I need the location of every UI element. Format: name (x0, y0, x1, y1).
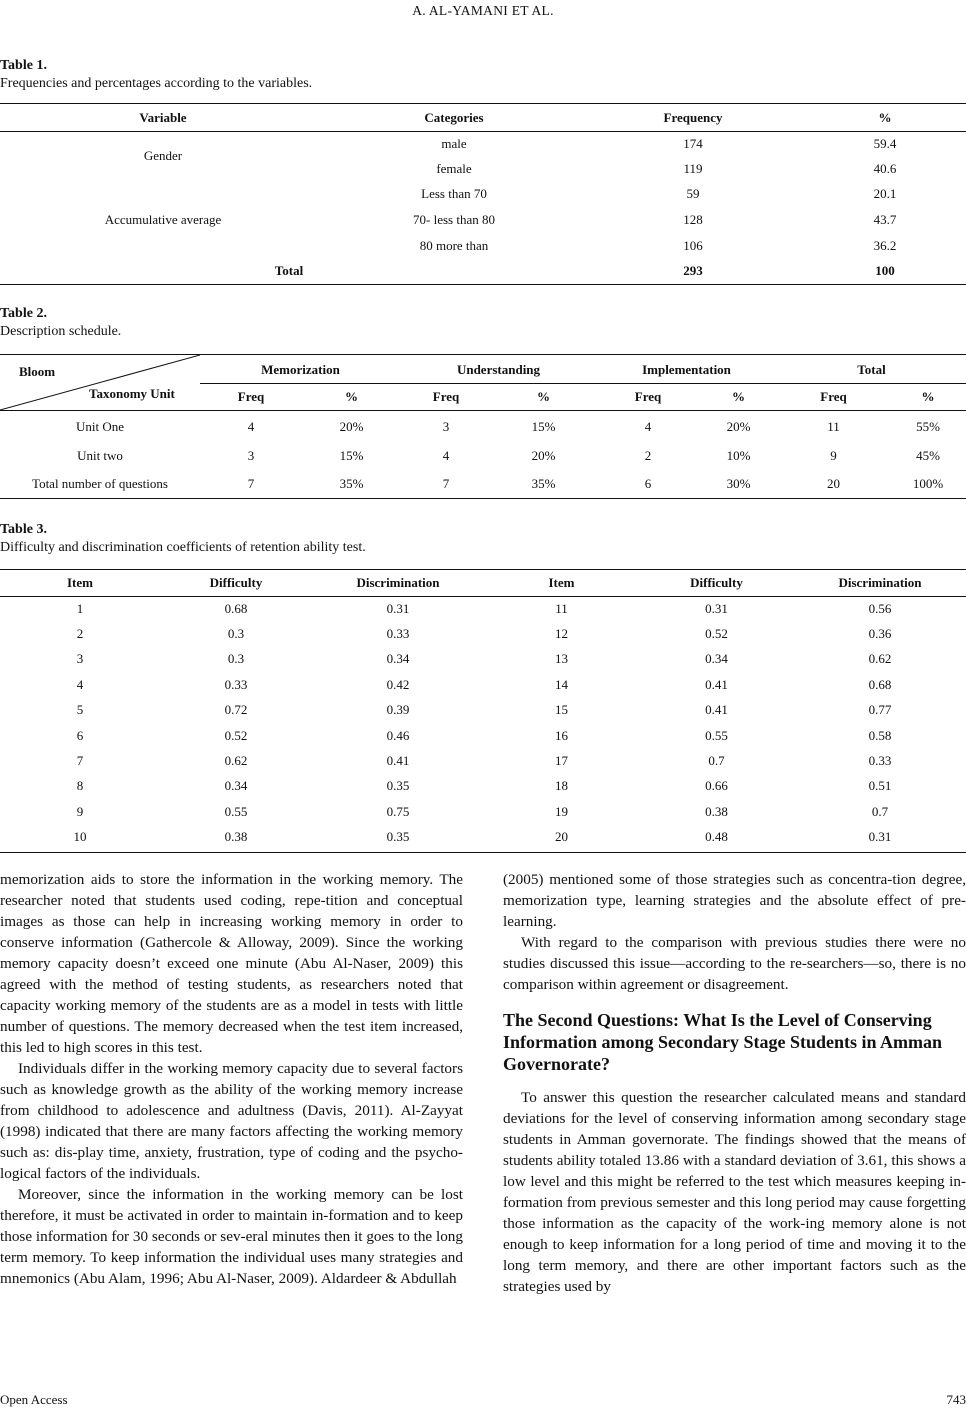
table2-caption-block (0, 305, 121, 341)
table-cell: 0.38 (705, 803, 728, 819)
table-row (0, 825, 966, 850)
table-cell: 7 (76, 753, 84, 769)
table-cell: 14 (555, 676, 568, 692)
table-cell: 0.36 (868, 626, 892, 642)
table-cell: 16 (555, 727, 568, 743)
table2-corner-top: Bloom (19, 364, 56, 379)
table2-subheader: Freq (820, 389, 847, 404)
table1-header-cell: % (878, 109, 892, 125)
table1-label: Table 1. (0, 58, 47, 73)
table2-subheader: Freq (237, 389, 265, 404)
table2-subheader: % (921, 389, 935, 404)
table2-subheader: Freq (634, 389, 662, 404)
table-cell: 4 (76, 676, 84, 692)
table3-bottom-rule (0, 852, 966, 853)
table1-variable-cell: Accumulative average (104, 211, 222, 227)
table-cell: 0.55 (224, 803, 248, 819)
table-cell: 4 (644, 418, 652, 434)
table-cell: 36.2 (873, 237, 897, 253)
table2-corner-bottom: Taxonomy Unit (89, 386, 175, 401)
table-cell: 0.31 (868, 829, 892, 845)
table-cell: 11 (555, 600, 568, 616)
table2-subheader: % (537, 389, 550, 404)
table2-subheader: % (345, 389, 358, 404)
table2-caption: Description schedule. (0, 324, 122, 339)
table-cell: 0.48 (705, 829, 728, 845)
table-cell: 6 (76, 727, 84, 743)
table-cell: male (441, 135, 467, 151)
body-paragraph: (2005) mentioned some of those strategies such as concentra-tion degree, memorization type, learning strategies and the absolute effect of pre-learning. (503, 871, 966, 930)
table-cell: 30% (726, 476, 751, 491)
table-cell: 35% (531, 476, 556, 491)
table-cell: 15% (339, 447, 364, 463)
table-cell: 0.41 (705, 676, 728, 692)
table2-group-row (200, 356, 966, 383)
table-row (0, 412, 966, 441)
body-paragraph: Moreover, since the information in the working memory can be lost therefore, it must be activated in order to maintain in-formation and to keep those information for 30 seconds or sev-eral minutes then it goes to the long term memory. To keep information the individual uses many strategies and mnemonics (Abu Alam, 1996; Abu Al-Naser, 2009). Aldardeer & Abdullah (0, 1186, 463, 1287)
table-row (0, 470, 966, 498)
table-cell: 0.68 (868, 676, 892, 692)
table2-body (0, 412, 966, 498)
table-cell: 0.62 (868, 651, 892, 667)
table-cell: Total number of questions (32, 476, 168, 491)
table2-label: Table 2. (0, 306, 47, 321)
table-cell: 0.41 (386, 753, 410, 769)
table-row (0, 774, 966, 799)
table-cell: 0.72 (224, 702, 248, 718)
table-row (0, 621, 966, 646)
table-cell: 0.3 (227, 626, 245, 642)
table-cell: Less than 70 (421, 186, 487, 201)
table-cell: 59 (686, 186, 700, 201)
table1-header-cell: Variable (139, 109, 187, 125)
table-cell: 106 (683, 237, 703, 253)
table-cell: 43.7 (873, 212, 897, 227)
table-cell: 0.58 (868, 727, 892, 743)
left-text-column (0, 869, 463, 1289)
table-cell: 0.68 (224, 600, 248, 616)
table-cell: 100% (912, 476, 944, 491)
table2-subheader: % (732, 389, 745, 404)
table-cell: 128 (683, 212, 703, 227)
table-cell: 0.77 (868, 702, 892, 718)
table-cell: 0.46 (386, 727, 410, 743)
table-cell: 10% (726, 447, 751, 463)
table-cell: 7 (442, 476, 450, 491)
table-cell: 293 (683, 263, 703, 278)
table-cell: 80 more than (419, 237, 489, 253)
table-cell: 59.4 (873, 135, 897, 151)
table-cell: 0.34 (224, 778, 248, 794)
table-cell: 40.6 (873, 160, 897, 176)
table-cell: 0.38 (224, 829, 248, 845)
table1-caption-block (0, 57, 312, 93)
table-row (0, 596, 966, 621)
table2-bottom-rule (0, 498, 966, 499)
table-cell: 4 (247, 418, 255, 434)
table-cell: Unit One (75, 418, 125, 434)
table-cell: 15% (531, 418, 556, 434)
table-cell: 0.3 (227, 651, 245, 667)
table-cell: 0.62 (224, 753, 248, 769)
table-cell: 3 (76, 651, 84, 667)
table-cell: 0.51 (868, 778, 892, 794)
table-cell: 0.31 (705, 600, 728, 616)
table-row (0, 672, 966, 697)
table3-header-row (0, 570, 966, 596)
table-cell: 0.75 (386, 803, 410, 819)
table-cell: 20% (726, 418, 751, 434)
table2-group-header: Total (857, 361, 886, 377)
table-cell: 100 (875, 263, 895, 278)
table-cell: 0.31 (386, 600, 410, 616)
table-cell: 174 (683, 135, 703, 151)
table-cell: 119 (683, 160, 703, 176)
table-cell: 0.42 (386, 676, 410, 692)
section-heading: The Second Questions: What Is the Level of Conserving Information among Secondary Stage Students in Amman Governorate? (503, 1010, 943, 1074)
body-paragraph: To answer this question the researcher calculated means and standard deviations for the level of conserving information among secondary stage students in Amman governorate. The findings showed that the means of students ability totaled 13.86 with a standard deviation of 3.61, this shows a low level and this might be referred to the test which measures keeping in-formation from previous semester and this long period may cause forgetting those information as the capacity of the work-ing memory alone is not enough to keep information for a long period of time and moving it to the long term memory, and there are other important factors such as the strategies used by (503, 1089, 966, 1295)
footer-page-number: 743 (946, 1392, 966, 1407)
table-cell: 0.52 (224, 727, 248, 743)
table3-header-cell: Difficulty (209, 575, 263, 590)
table-cell: 12 (555, 626, 568, 642)
table-cell: 8 (76, 778, 84, 794)
table-cell: 0.35 (386, 778, 410, 794)
table1-caption: Frequencies and percentages according to the variables. (0, 76, 313, 91)
table-cell: 3 (247, 447, 255, 463)
table-cell: 0.41 (705, 702, 728, 718)
table-cell: 45% (916, 447, 940, 463)
table-cell: 0.33 (868, 753, 892, 769)
table3-header-cell: Discrimination (838, 575, 922, 590)
table-cell: 0.33 (386, 626, 410, 642)
table3-header-cell: Item (67, 575, 93, 590)
table-cell: 20.1 (873, 186, 897, 201)
table-cell: 18 (555, 778, 568, 794)
table-cell: 6 (644, 476, 652, 491)
table-cell: 19 (555, 803, 568, 819)
table-cell: 13 (555, 651, 568, 667)
table-row (0, 441, 966, 470)
table-cell: 0.55 (705, 727, 728, 743)
table-cell: 0.33 (224, 676, 248, 692)
table-cell: 3 (442, 418, 450, 434)
body-paragraph: With regard to the comparison with previous studies there were no studies discussed this issue—according to the re-searchers—so, there is no comparison within agreement or disagreement. (503, 934, 966, 993)
table-cell: 0.34 (386, 651, 410, 667)
table2-header (200, 356, 966, 411)
running-header: A. AL-YAMANI ET AL. (412, 3, 554, 18)
table-cell: 0.66 (705, 778, 728, 794)
table-cell: female (436, 160, 472, 176)
table2-group-header: Memorization (261, 361, 340, 377)
table-cell: 2 (76, 626, 84, 642)
table-cell: 10 (73, 829, 87, 845)
footer-open-access: Open Access (0, 1392, 68, 1407)
table-cell: 9 (76, 803, 84, 819)
table-cell: 5 (76, 702, 84, 718)
table2-subheader-row (200, 383, 966, 411)
table-cell: 0.7 (871, 803, 889, 819)
table-cell: 7 (247, 476, 255, 491)
table1-variable-cell: Gender (143, 148, 183, 163)
body-paragraph: memorization aids to store the information in the working memory. The researcher noted that students used coding, repe-tition and conceptual images as those can help in increasing working memory in order to conserve information (Gathercole & Alloway, 2009). Since the working memory capacity doesn’t exceed one minute (Abu Al-Naser, 2009) this agreed with the method of testing students, as researchers noted that capacity working memory of the students are as a model in tests with little number of questions. The memory decreased when the test item increased, this led to high scores in this test. (0, 871, 463, 1056)
table-cell: 11 (827, 418, 840, 434)
table-row (0, 698, 966, 723)
table-row (0, 723, 966, 748)
table3-header-cell: Difficulty (690, 575, 743, 590)
table-cell: 0.35 (386, 829, 410, 845)
table-cell: 1 (76, 600, 84, 616)
table1-total-label (0, 258, 582, 284)
table1-header-row (0, 104, 966, 131)
table-cell: 9 (830, 447, 837, 463)
table-cell: Unit two (77, 447, 123, 463)
table1-header-cell: Frequency (663, 109, 723, 125)
table3-header-cell: Discrimination (356, 575, 440, 590)
table-cell: 20% (339, 418, 364, 434)
table3 (0, 570, 966, 850)
table-row (0, 181, 966, 207)
table3-caption-block (0, 521, 366, 557)
table-cell: 15 (555, 702, 568, 718)
table-cell: 0.39 (386, 702, 410, 718)
table2-group-header: Implementation (642, 361, 731, 377)
table-cell: 17 (555, 753, 568, 769)
table2-subheader: Freq (432, 389, 460, 404)
table-cell: 0.34 (705, 651, 728, 667)
table1-total-text: Total (274, 263, 304, 278)
table-cell: 20 (827, 476, 840, 491)
table3-caption: Difficulty and discrimination coefficients of retention ability test. (0, 540, 366, 555)
table-cell: 70- less than 80 (413, 212, 495, 227)
right-text-column (503, 869, 966, 1297)
table-cell: 20% (531, 447, 556, 463)
table-cell: 55% (916, 418, 940, 434)
table3-header-cell: Item (548, 575, 575, 590)
table-row (0, 799, 966, 824)
table-cell: 35% (339, 476, 364, 491)
table1-total-row (0, 258, 966, 284)
table3-label: Table 3. (0, 522, 47, 537)
table1-bottom-rule (0, 284, 966, 285)
table-row (0, 748, 966, 773)
table-cell: 0.52 (705, 626, 728, 642)
table-row (0, 131, 966, 156)
table-cell: 0.7 (708, 753, 725, 769)
table1-header-cell: Categories (424, 109, 484, 125)
table2-group-header: Understanding (456, 361, 541, 377)
table-cell: 20 (555, 829, 568, 845)
table1 (0, 104, 966, 284)
table-cell: 0.56 (868, 600, 892, 616)
body-paragraph: Individuals differ in the working memory capacity due to several factors such as knowledge growth as the ability of the working memory increase from childhood to adolescence and adultness (Davis, 2011). Al-Zayyat (1998) indicated that there are many factors affecting the working memory such as: dis-play time, anxiety, frustration, type of coding and the psycho-logical factors of the individuals. (0, 1060, 463, 1182)
table-row (0, 647, 966, 672)
table-cell: 4 (442, 447, 450, 463)
table-cell: 2 (644, 447, 652, 463)
